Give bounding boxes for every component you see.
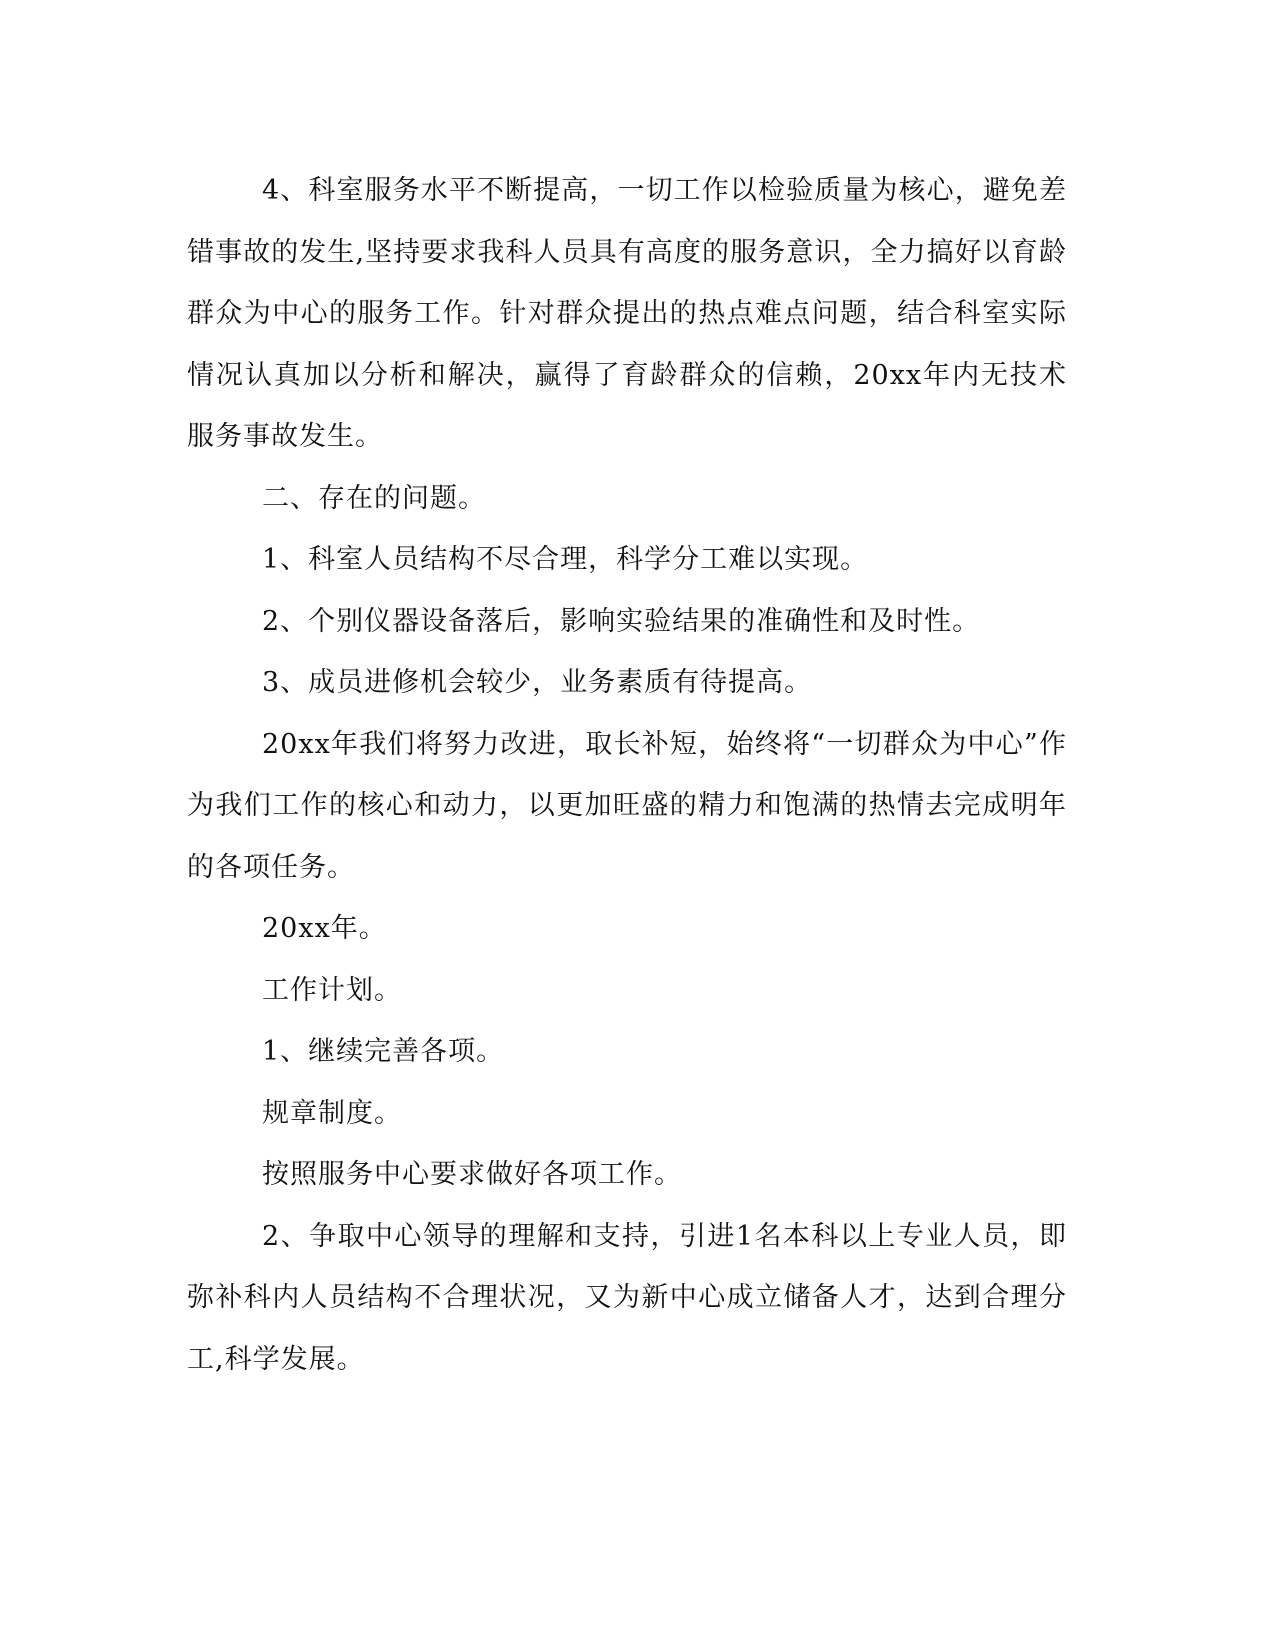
paragraph-problem-1: 1、科室人员结构不尽合理，科学分工难以实现。 (262, 544, 869, 575)
heading-work-plan: 工作计划。 (262, 974, 402, 1006)
paragraph-service-center: 按照服务中心要求做好各项工作。 (262, 1159, 682, 1190)
paragraph-plan-2: 2、争取中心领导的理解和支持，引进1名本科以上专业人员，即弥补科内人员结构不合理状况，又为新中心成立储备人才，达到合理分工,科学发展。 (187, 1220, 1067, 1375)
paragraph-rules: 规章制度。 (262, 1097, 402, 1129)
heading-year: 20xx年。 (262, 913, 387, 944)
paragraph-problem-2: 2、个别仪器设备落后，影响实验结果的准确性和及时性。 (262, 605, 981, 637)
paragraph-improvement: 20xx年我们将努力改进，取长补短，始终将“一切群众为中心”作为我们工作的核心和动力，以更加旺盛的精力和饱满的热情去完成明年的各项任务。 (187, 728, 1067, 883)
document-body (187, 160, 1067, 1390)
paragraph-problem-3: 3、成员进修机会较少，业务素质有待提高。 (262, 667, 813, 698)
heading-existing-problems: 二、存在的问题。 (262, 482, 486, 514)
paragraph-service-level: 4、科室服务水平不断提高，一切工作以检验质量为核心，避免差错事故的发生,坚持要求我科人员具有高度的服务意识，全力搞好以育龄群众为中心的服务工作。针对群众提出的热点难点问题，结合科室实际情况认真加以分析和解决，赢得了育龄群众的信赖，20xx年内无技术服务事故发生。 (187, 175, 1067, 452)
paragraph-plan-1: 1、继续完善各项。 (262, 1036, 505, 1067)
